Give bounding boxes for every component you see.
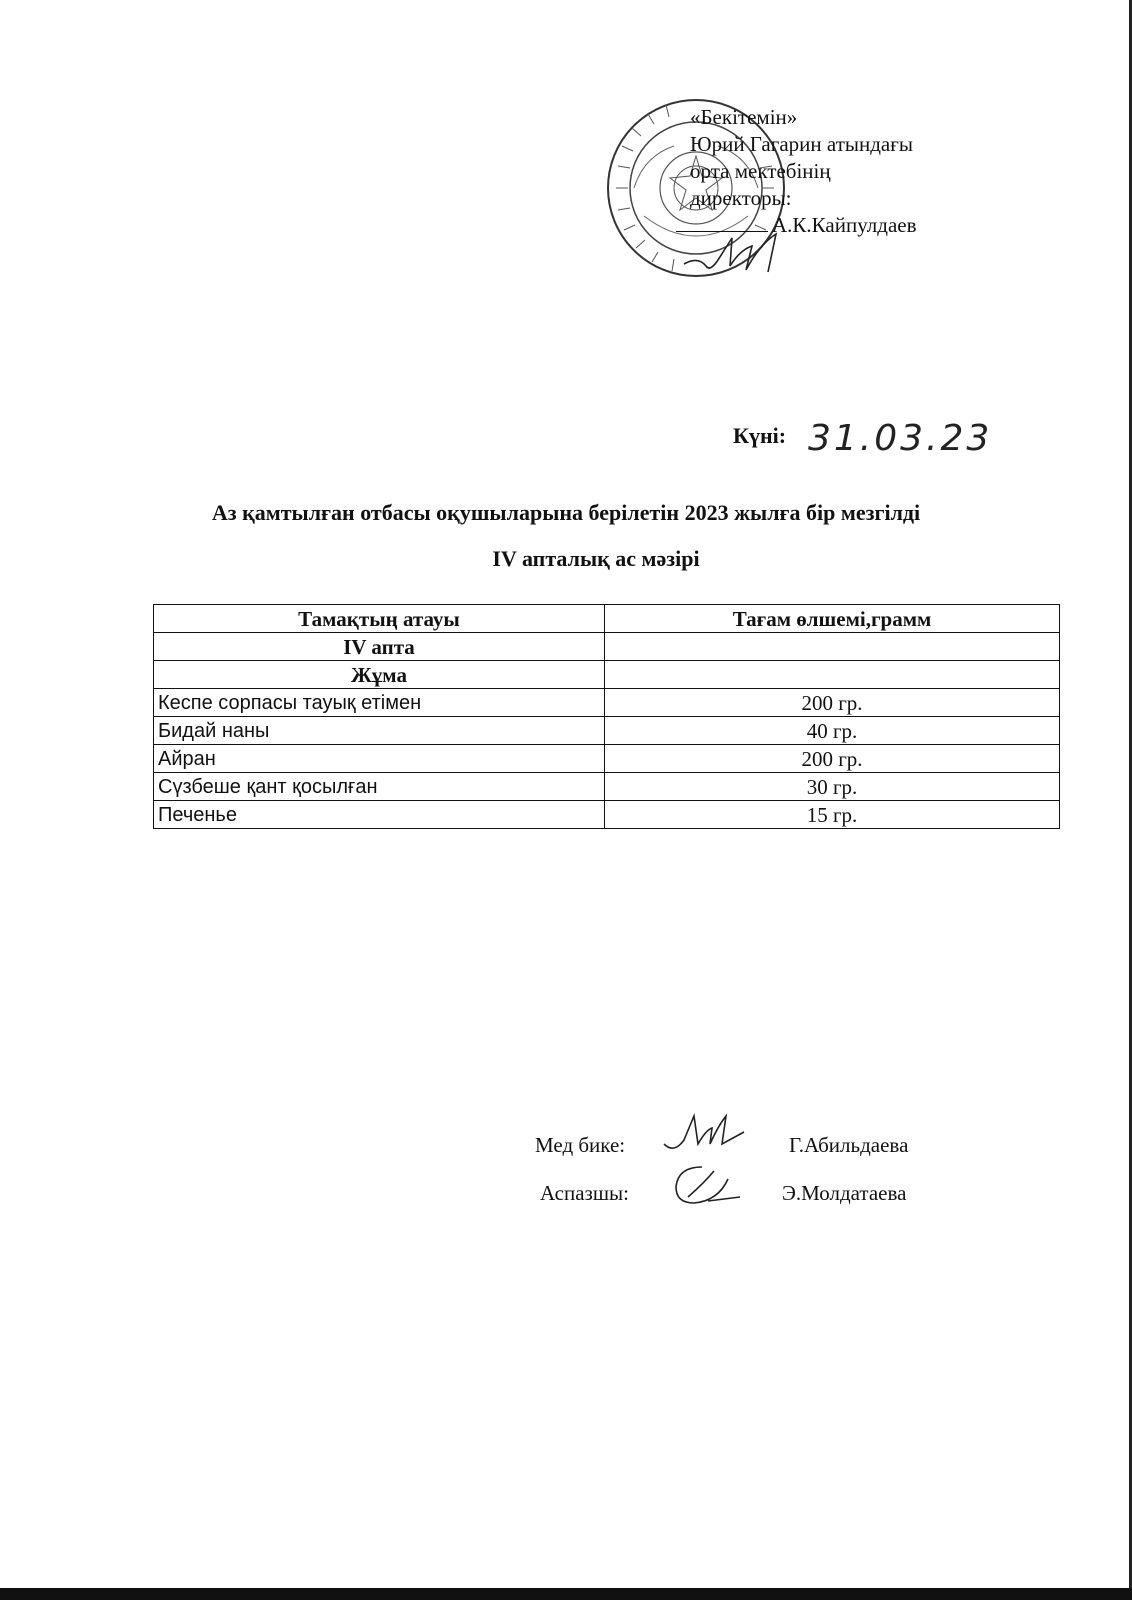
date-label: Күні: bbox=[733, 423, 787, 448]
dish-qty: 200 гр. bbox=[605, 745, 1060, 773]
nurse-signature bbox=[660, 1110, 750, 1160]
signer-role: Мед бике: bbox=[535, 1133, 626, 1157]
signer-name: Г.Абильдаева bbox=[789, 1133, 909, 1157]
date-row bbox=[733, 423, 786, 449]
dish-name: Бидай наны bbox=[154, 717, 605, 745]
header-dish-name: Тамақтың атауы bbox=[154, 605, 605, 633]
menu-table bbox=[153, 604, 1060, 829]
table-row bbox=[154, 801, 1060, 829]
empty-cell bbox=[605, 661, 1060, 689]
dish-qty: 200 гр. bbox=[605, 689, 1060, 717]
signer-name: Э.Молдатаева bbox=[782, 1181, 907, 1205]
day-row bbox=[154, 661, 1060, 689]
table-row bbox=[154, 773, 1060, 801]
document-subtitle: IV апталық ас мәзірі bbox=[492, 546, 700, 571]
table-row bbox=[154, 717, 1060, 745]
table-header-row bbox=[154, 605, 1060, 633]
week-row bbox=[154, 633, 1060, 661]
cook-signature bbox=[668, 1163, 744, 1209]
director-title-line: директоры: bbox=[690, 186, 792, 210]
dish-name: Сүзбеше қант қосылған bbox=[154, 773, 605, 801]
school-type-line: орта мектебінің bbox=[690, 159, 831, 183]
director-signature bbox=[680, 226, 790, 276]
header-portion-size: Тағам өлшемі,грамм bbox=[605, 605, 1060, 633]
school-name-line: Юрий Гагарин атындағы bbox=[690, 132, 913, 156]
approval-heading: «Бекітемін» bbox=[690, 105, 798, 129]
date-value: 31.03.23 bbox=[808, 418, 993, 459]
director-name: А.К.Кайпулдаев bbox=[772, 213, 917, 237]
signer-role: Аспазшы: bbox=[540, 1181, 629, 1205]
table-row bbox=[154, 689, 1060, 717]
approval-block bbox=[676, 104, 917, 239]
dish-name: Печенье bbox=[154, 801, 605, 829]
scan-edge-bottom bbox=[0, 1588, 1132, 1600]
dish-qty: 40 гр. bbox=[605, 717, 1060, 745]
dish-name: Айран bbox=[154, 745, 605, 773]
document-title: Аз қамтылған отбасы оқушыларына берілетін 2023 жылға бір мезгілді bbox=[211, 500, 921, 525]
dish-name: Кеспе сорпасы тауық етімен bbox=[154, 689, 605, 717]
dish-qty: 30 гр. bbox=[605, 773, 1060, 801]
week-label: IV апта bbox=[154, 633, 605, 661]
dish-qty: 15 гр. bbox=[605, 801, 1060, 829]
table-row bbox=[154, 745, 1060, 773]
day-label: Жұма bbox=[154, 661, 605, 689]
empty-cell bbox=[605, 633, 1060, 661]
